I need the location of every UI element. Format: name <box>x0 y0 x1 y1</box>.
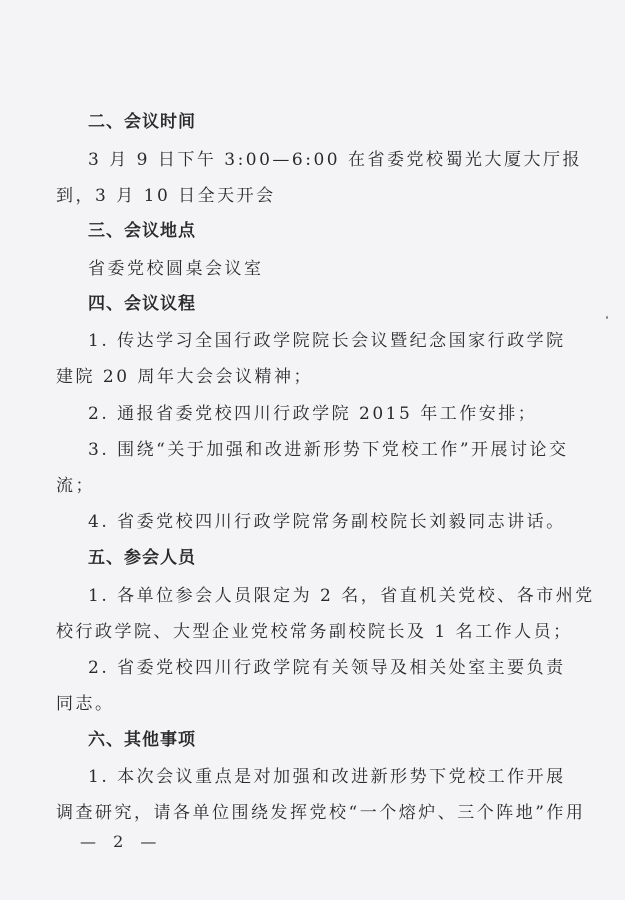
meeting-location-line-1: 省委党校圆桌会议室 <box>88 259 264 279</box>
scan-speck <box>606 316 608 319</box>
meeting-time-line-2: 到，3 月 10 日全天开会 <box>56 186 276 206</box>
section-heading-attendees: 五、参会人员 <box>88 548 196 568</box>
attendees-line-4: 同志。 <box>56 694 115 714</box>
section-heading-other-matters: 六、其他事项 <box>88 730 196 750</box>
other-matters-line-1: 1. 本次会议重点是对加强和改进新形势下党校工作开展 <box>88 767 566 787</box>
attendees-line-3: 2. 省委党校四川行政学院有关领导及相关处室主要负责 <box>88 658 566 678</box>
section-heading-meeting-time: 二、会议时间 <box>88 112 196 132</box>
section-heading-agenda: 四、会议议程 <box>88 294 196 314</box>
attendees-line-1: 1. 各单位参会人员限定为 2 名，省直机关党校、各市州党 <box>88 586 595 606</box>
section-heading-meeting-location: 三、会议地点 <box>88 221 196 241</box>
agenda-line-4: 3. 围绕“关于加强和改进新形势下党校工作”开展讨论交 <box>88 440 569 460</box>
attendees-line-2: 校行政学院、大型企业党校常务副校院长及 1 名工作人员； <box>56 622 573 642</box>
agenda-line-2: 建院 20 周年大会会议精神； <box>56 367 313 387</box>
page-number: — 2 — <box>80 832 163 851</box>
meeting-time-line-1: 3 月 9 日下午 3:00—6:00 在省委党校蜀光大厦大厅报 <box>88 150 583 170</box>
agenda-line-6: 4. 省委党校四川行政学院常务副校院长刘毅同志讲话。 <box>88 512 566 532</box>
agenda-line-1: 1. 传达学习全国行政学院院长会议暨纪念国家行政学院 <box>88 331 566 351</box>
agenda-line-3: 2. 通报省委党校四川行政学院 2015 年工作安排； <box>88 404 538 424</box>
agenda-line-5: 流； <box>56 476 95 496</box>
other-matters-line-2: 调查研究，请各单位围绕发挥党校“一个熔炉、三个阵地”作用 <box>56 803 586 823</box>
